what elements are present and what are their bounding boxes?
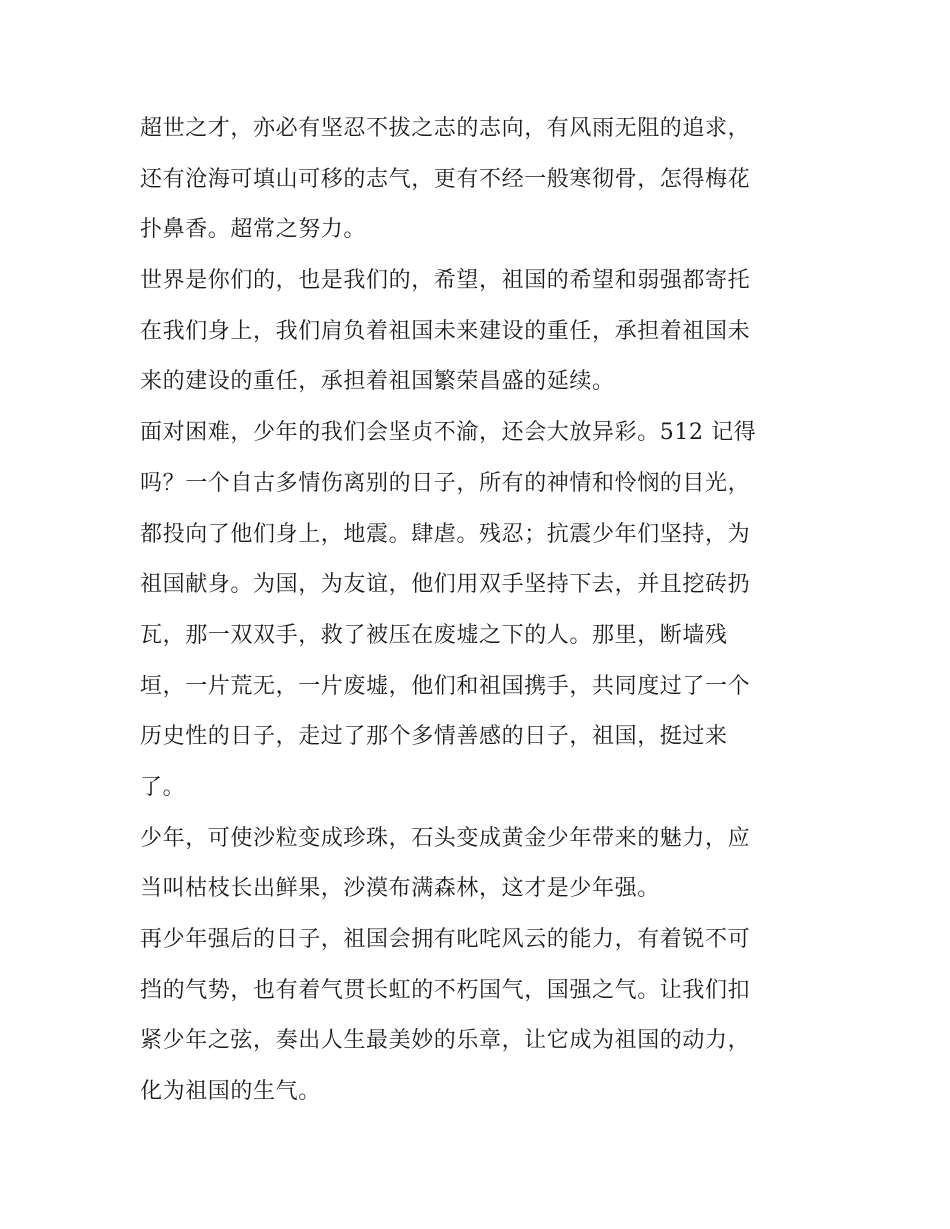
text-line: 少年，可使沙粒变成珍珠，石头变成黄金少年带来的魅力，应 <box>140 825 751 851</box>
text-line: 扑鼻香。超常之努力。 <box>140 217 367 243</box>
text-line: 历史性的日子，走过了那个多情善感的日子，祖国，挺过来 <box>140 724 728 750</box>
text-line: 挡的气势，也有着气贯长虹的不朽国气，国强之气。让我们扣 <box>140 977 751 1003</box>
text-line: 还有沧海可填山可移的志气，更有不经一般寒彻骨，怎得梅花 <box>140 166 751 192</box>
text-line: 来的建设的重任，承担着祖国繁荣昌盛的延续。 <box>140 369 615 395</box>
text-line: 化为祖国的生气。 <box>140 1079 321 1105</box>
text-line: 在我们身上，我们肩负着祖国未来建设的重任，承担着祖国未 <box>140 318 751 344</box>
text-line: 吗？一个自古多情伤离别的日子，所有的神情和怜悯的目光， <box>140 470 751 496</box>
text-line: 当叫枯枝长出鲜果，沙漠布满森林，这才是少年强。 <box>140 876 660 902</box>
text-line: 都投向了他们身上，地震。肆虐。残忍；抗震少年们坚持，为 <box>140 521 751 547</box>
text-line: 紧少年之弦，奏出人生最美妙的乐章，让它成为祖国的动力， <box>140 1028 751 1054</box>
text-line: 再少年强后的日子，祖国会拥有叱咤风云的能力，有着锐不可 <box>140 927 751 952</box>
text-line: 了。 <box>140 774 186 800</box>
text-line: 面对困难，少年的我们会坚贞不渝，还会大放异彩。512 记得 <box>140 420 757 446</box>
text-line: 祖国献身。为国，为友谊，他们用双手坚持下去，并且挖砖扔 <box>140 572 751 598</box>
body-text <box>140 104 820 1118</box>
text-line: 超世之才，亦必有坚忍不拔之志的志向，有风雨无阻的追求， <box>140 116 751 141</box>
text-line: 世界是你们的，也是我们的，希望，祖国的希望和弱强都寄托 <box>140 268 751 294</box>
text-line: 垣，一片荒无，一片废墟，他们和祖国携手，共同度过了一个 <box>140 673 751 699</box>
text-line: 瓦，那一双双手，救了被压在废墟之下的人。那里，断墙残 <box>140 622 728 648</box>
